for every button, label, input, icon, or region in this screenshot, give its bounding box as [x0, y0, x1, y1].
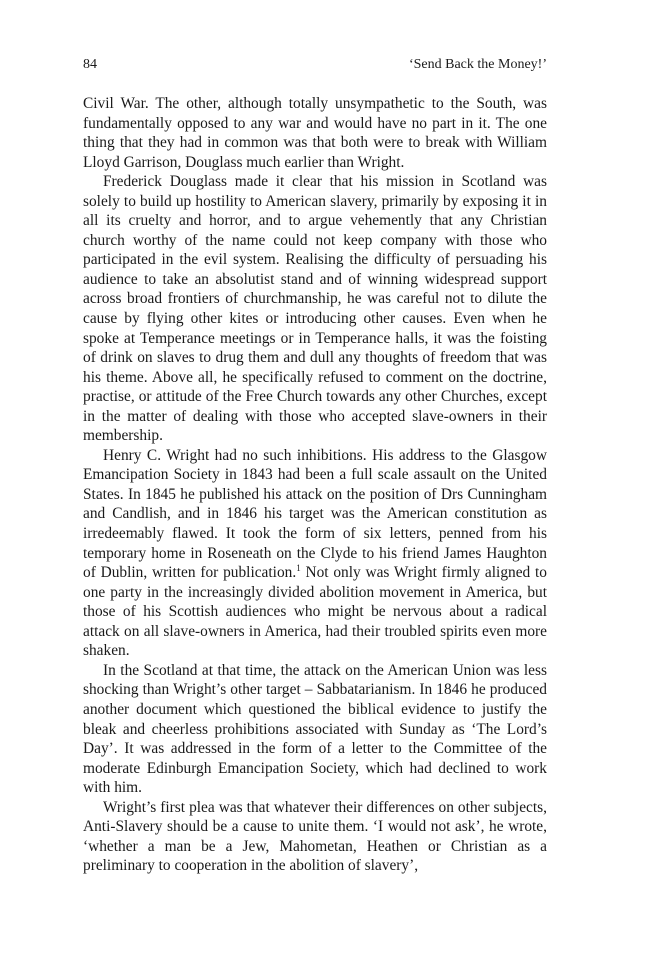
- footnote-marker[interactable]: 1: [296, 563, 301, 573]
- paragraph-3: [83, 446, 547, 661]
- running-header: [83, 56, 547, 74]
- page-number: 84: [83, 57, 97, 72]
- paragraph-3-text-after: Not only was Wright firmly aligned to one party in the increasingly divided abolition movement in America, but those of his Scottish audiences who might be nervous about a radical attack on all slave-owners in America, had their troubled spirits even more shaken.: [83, 564, 547, 660]
- paragraph-1: Civil War. The other, although totally unsympathetic to the South, was fundamentally opposed to any war and would have no part in it. The one thing that they had in common was that both were to break with William Lloyd Garrison, Douglass much earlier than Wright.: [83, 95, 547, 171]
- paragraph-2: Frederick Douglass made it clear that his mission in Scotland was solely to build up hostility to American slavery, primarily by exposing it in all its cruelty and horror, and to argue vehemently that any Christian church worthy of the name could not keep company with those who participated in the evil system. Realising the difficulty of persuading his audience to take an absolutist stand and of winning widespread support across broad frontiers of churchmanship, he was careful not to dilute the cause by flying other kites or introducing other causes. Even when he spoke at Temperance meetings or in Temperance halls, it was the foisting of drink on slaves to drug them and dull any thoughts of freedom that was his theme. Above all, he specifically refused to comment on the doctrine, practise, or attitude of the Free Church towards any other Churches, except in the matter of dealing with those who accepted slave-owners in their membership.: [83, 173, 547, 445]
- paragraph-5: Wright’s first plea was that whatever their differences on other subjects, Anti-Slavery should be a cause to unite them. ‘I would not ask’, he wrote, ‘whether a man be a Jew, Mahometan, Heathen or Christian as a preliminary to cooperation in the abolition of slavery’,: [83, 798, 547, 875]
- body-text: [83, 94, 547, 876]
- running-title: ‘Send Back the Money!’: [408, 57, 547, 72]
- paragraph-3-text-before: Henry C. Wright had no such inhibitions. His address to the Glasgow Emancipation Society in 1843 had been a full scale assault on the United States. In 1845 he published his attack on the position of Drs Cunningham and Candlish, and in 1846 his target was the American constitution as irredeemably flawed. It took the form of six letters, penned from his temporary home in Roseneath on the Clyde to his friend James Haughton of Dublin, written for publication.: [83, 446, 547, 582]
- paragraph-4: In the Scotland at that time, the attack on the American Union was less shocking than Wright’s other target – Sabbatarianism. In 1846 he produced another document which questioned the biblical evidence to justify the bleak and cheerless prohibitions associated with Sunday as ‘The Lord’s Day’. It was addressed in the form of a letter to the Committee of the moderate Edinburgh Emancipation Society, which had declined to work with him.: [83, 661, 547, 797]
